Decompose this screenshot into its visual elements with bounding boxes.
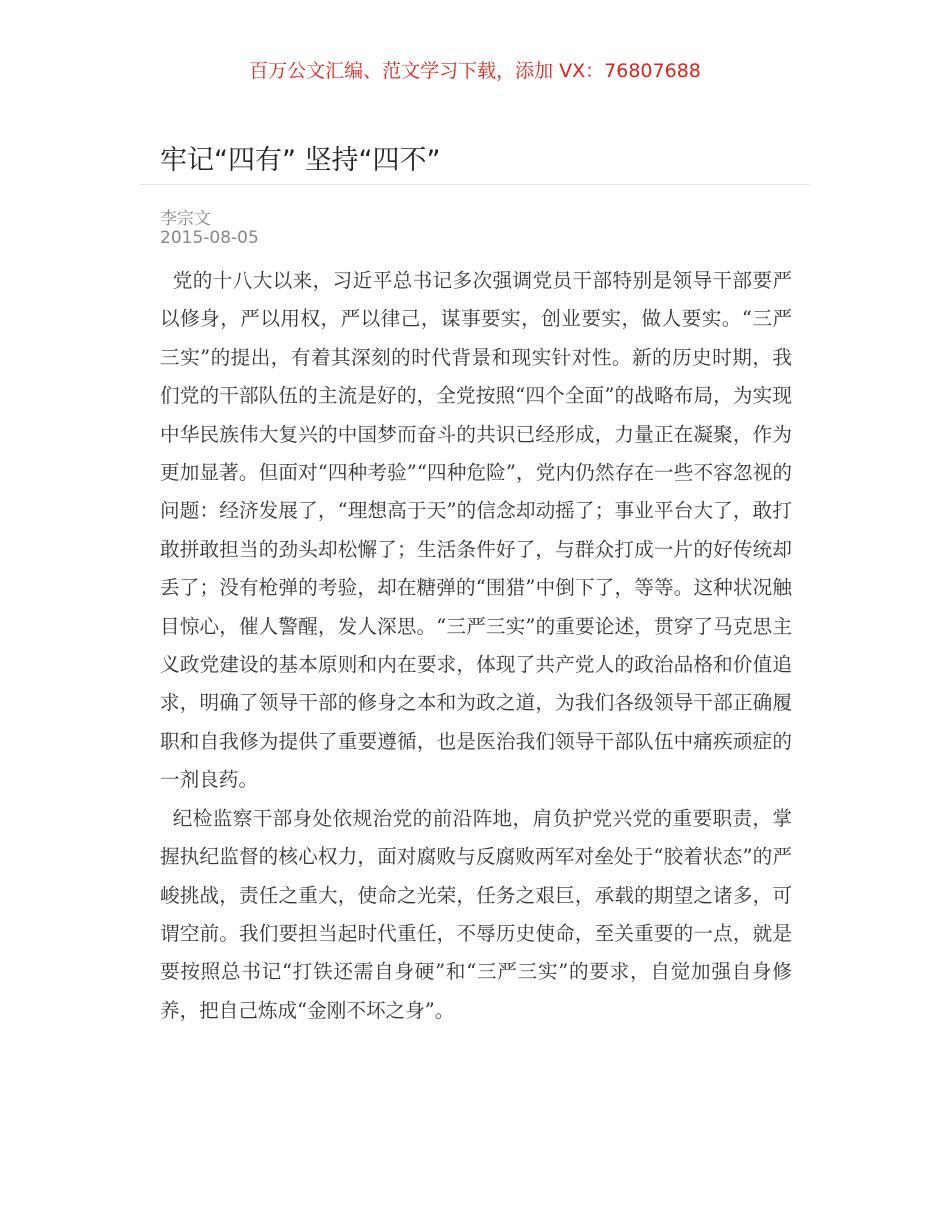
article-paragraph: 党的十八大以来，习近平总书记多次强调党员干部特别是领导干部要严以修身，严以用权，严以律己，谋事要实，创业要实，做人要实。“三严三实”的提出，有着其深刻的时代背景和现实针对性。新的历史时期，我们党的干部队伍的主流是好的，全党按照“四个全面”的战略布局，为实现中华民族伟大复兴的中国梦而奋斗的共识已经形成，力量正在凝聚，作为更加显著。但面对“四种考验”“四种危险”，党内仍然存在一些不容忽视的问题：经济发展了，“理想高于天”的信念却动摇了；事业平台大了，敢打敢拼敢担当的劲头却松懈了；生活条件好了，与群众打成一片的好传统却丢了；没有枪弹的考验，却在糖弹的“围猎”中倒下了，等等。这种状况触目惊心，催人警醒，发人深思。“三严三实”的重要论述，贯穿了马克思主义政党建设的基本原则和内在要求，体现了共产党人的政治品格和价值追求，明确了领导干部的修身之本和为政之道，为我们各级领导干部正确履职和自我修为提供了重要遵循，也是医治我们领导干部队伍中痛疾顽症的一剂良药。	[160, 269, 792, 792]
promo-banner: 百万公文汇编、范文学习下载，添加 VX：76807688	[249, 60, 701, 82]
article-title: 牢记“四有” 坚持“四不”	[160, 145, 441, 176]
article-body	[160, 262, 792, 1030]
article-date: 2015-08-05	[160, 228, 259, 248]
article-author: 李宗文	[160, 209, 211, 229]
title-divider	[140, 184, 810, 185]
article-paragraph: 纪检监察干部身处依规治党的前沿阵地，肩负护党兴党的重要职责，掌握执纪监督的核心权力，面对腐败与反腐败两军对垒处于“胶着状态”的严峻挑战，责任之重大，使命之光荣，任务之艰巨，承载的期望之诸多，可谓空前。我们要担当起时代重任，不辱历史使命，至关重要的一点，就是要按照总书记“打铁还需自身硬”和“三严三实”的要求，自觉加强自身修养，把自己炼成“金刚不坏之身”。	[160, 806, 792, 1022]
